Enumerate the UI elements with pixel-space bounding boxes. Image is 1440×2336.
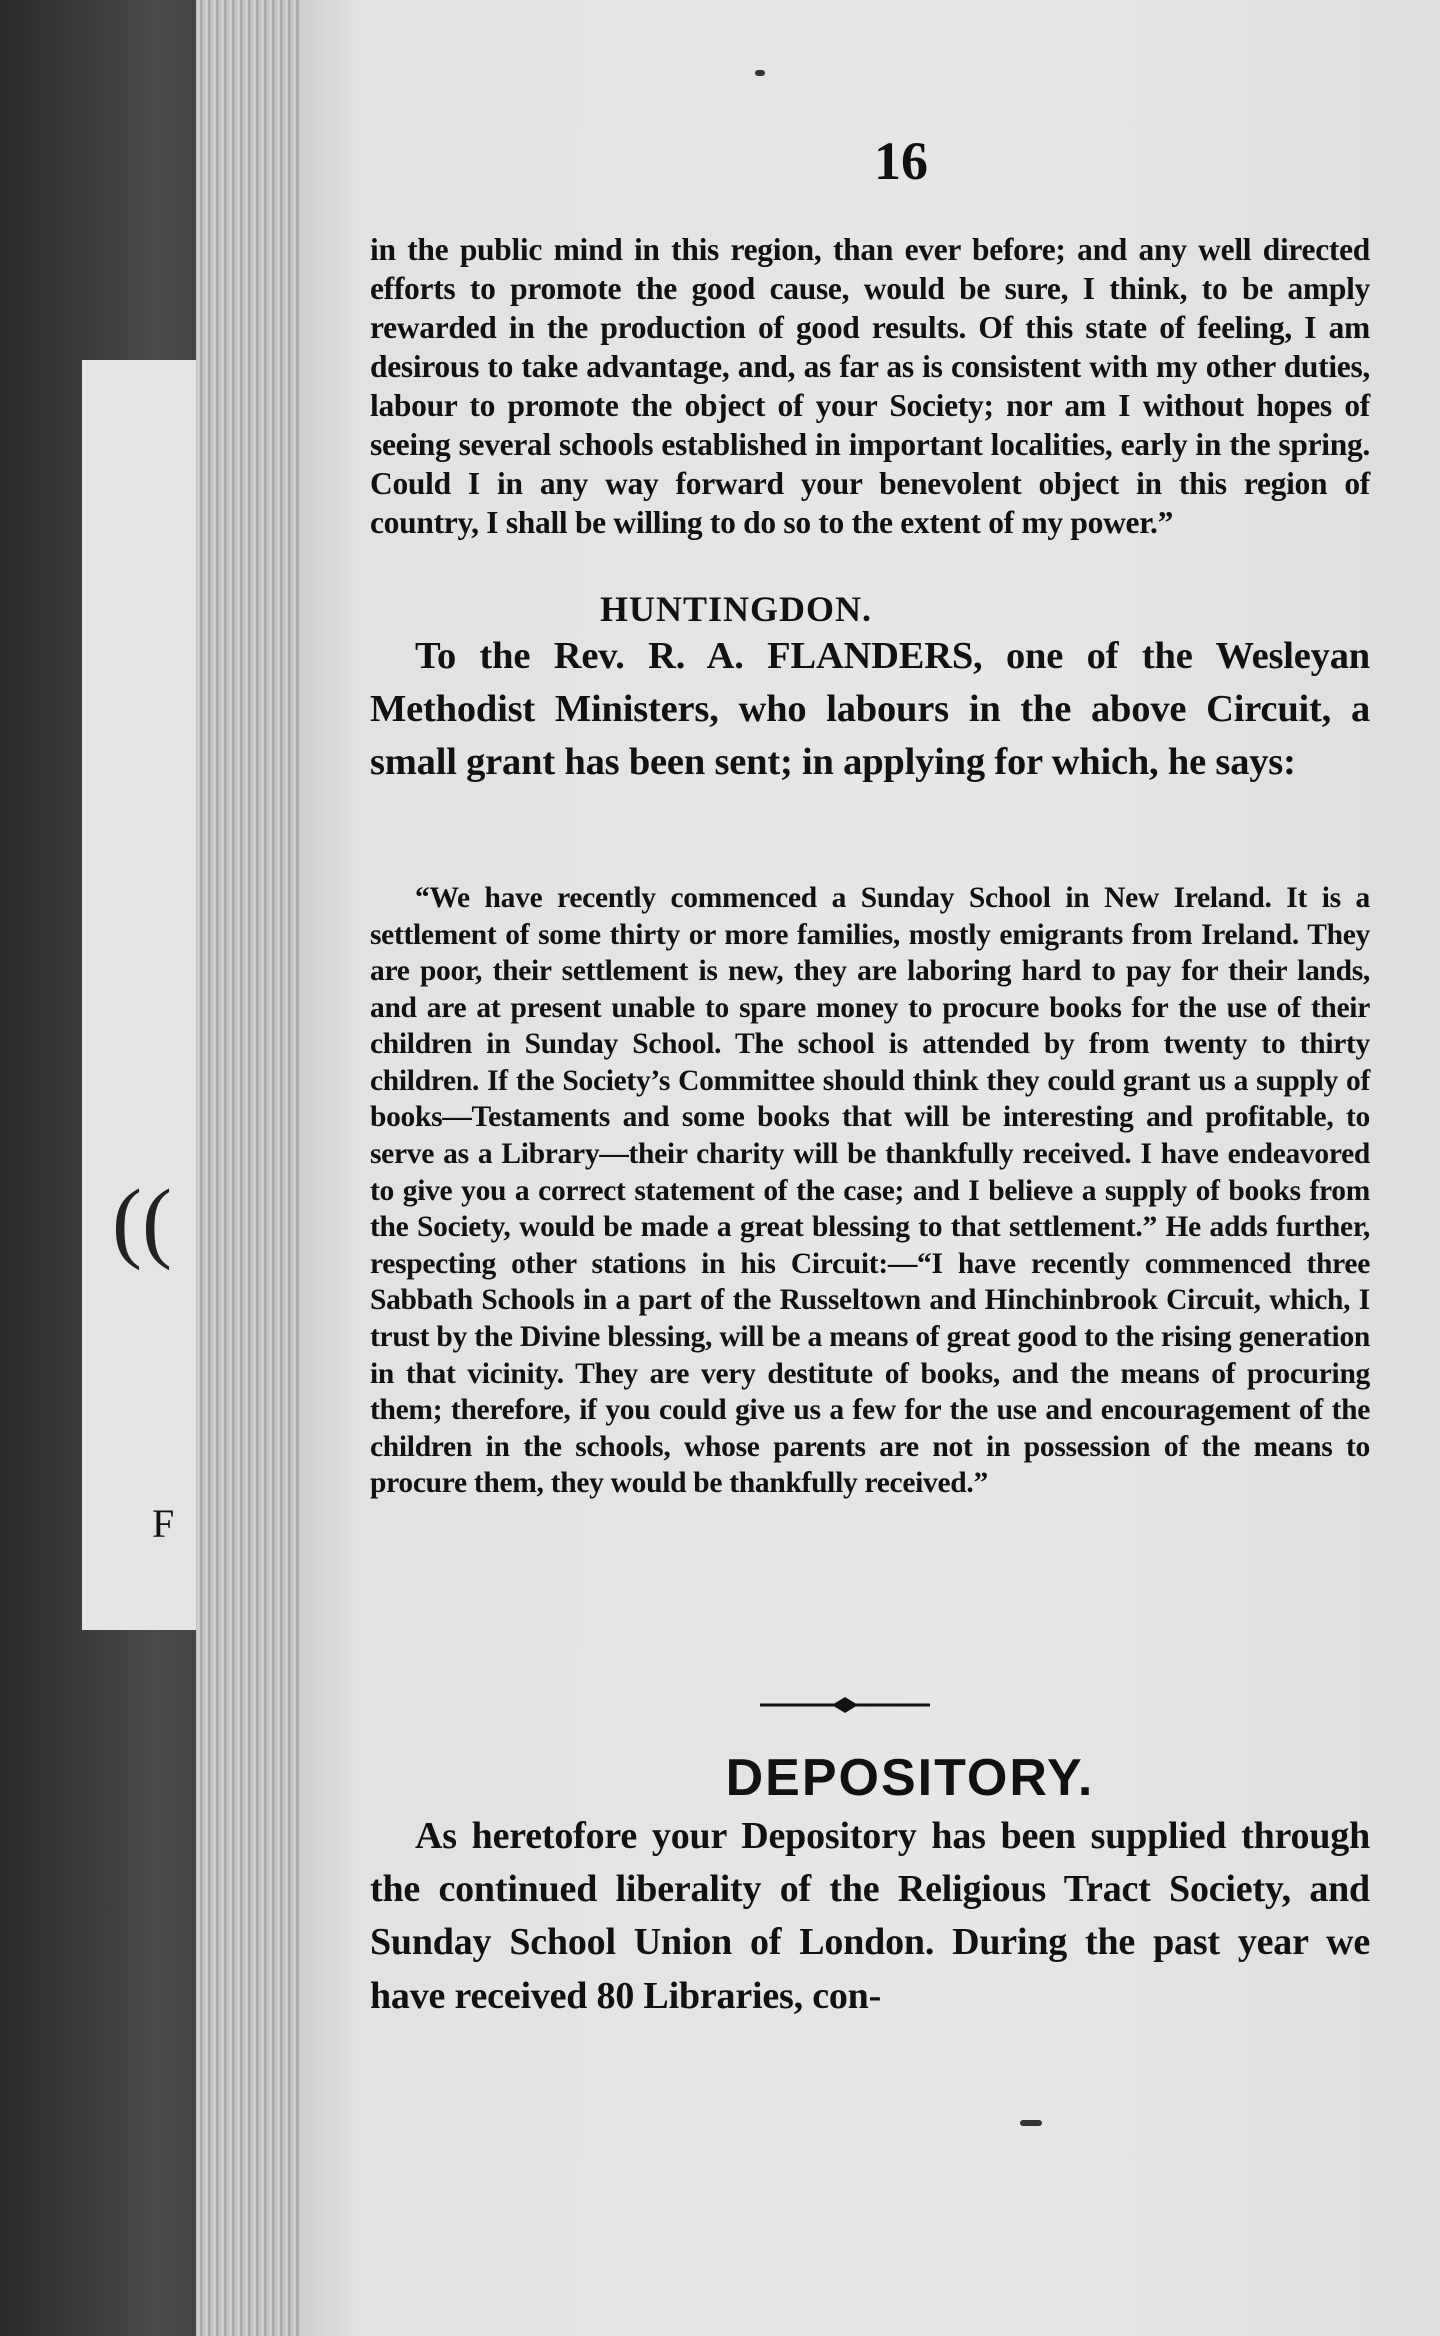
paragraph-text: in the public mind in this region, than ever before; and any well directed efforts to promote the good cause, would be sure, I think, to be amply rewarded in the production of good results. Of this state of feeling, I am desirous to take advantage, and, as far as is consistent with my other duties, labour to promote the object of your Society; nor am I without hopes of seeing several schools established in important localities, early in the spring. Could I in any way forward your benevolent object in this region of country, I shall be willing to do so to the extent of my power.” [370,232,1370,541]
depository-paragraph [370,1810,1370,2023]
underlying-page-glyph: (( [112,1172,172,1271]
depository-text: As heretofore your Depository has been supplied through the continued liberality of the Religious Tract Society, and Sunday School Union of London. During the past year we have received 80 Libraries, con- [370,1815,1370,2017]
underlying-page-glyph: F [152,1501,175,1546]
ornamental-divider [760,1693,930,1717]
huntingdon-intro [370,630,1370,789]
continued-paragraph [370,230,1370,542]
section-heading-huntingdon: HUNTINGDON. [600,589,873,629]
quote-text: “We have recently commenced a Sunday School in New Ireland. It is a settlement of some thirty or more families, mostly emigrants from Ireland. They are poor, their settlement is new, they are laboring hard to pay for their lands, and are at present unable to spare money to procure books for the use of their children in Sunday School. The school is attended by from twenty to thirty children. If the Society’s Committee should think they could grant us a supply of books—Testaments and some books that will be interesting and profitable, to serve as a Library—their charity will be thankfully received. I have endeavored to give you a correct statement of the case; and I believe a supply of books from the Society, would be made a great blessing to that settlement.” He adds further, respecting other stations in his Circuit:—“I have recently commenced three Sabbath Schools in a part of the Russeltown and Hinchinbrook Circuit, which, I trust by the Divine blessing, will be a means of great good to the rising generation in that vicinity. They are very destitute of books, and the means of procuring them; therefore, if you could give us a few for the use and encouragement of the children in the schools, whose parents are not in possession of the means to procure them, they would be thankfully received.” [370,882,1370,1500]
page-number: 16 [874,131,928,191]
scan-speck [755,70,765,76]
section-heading-depository: DEPOSITORY. [725,1749,1095,1807]
intro-text: To the Rev. R. A. FLANDERS, one of the Wesleyan Methodist Ministers, who labours in the above Circuit, a small grant has been sent; in applying for which, he says: [370,635,1370,784]
scan-speck [1020,2120,1042,2126]
huntingdon-quote [370,880,1370,1502]
page-edges [196,0,306,2336]
book-page [300,0,1440,2336]
